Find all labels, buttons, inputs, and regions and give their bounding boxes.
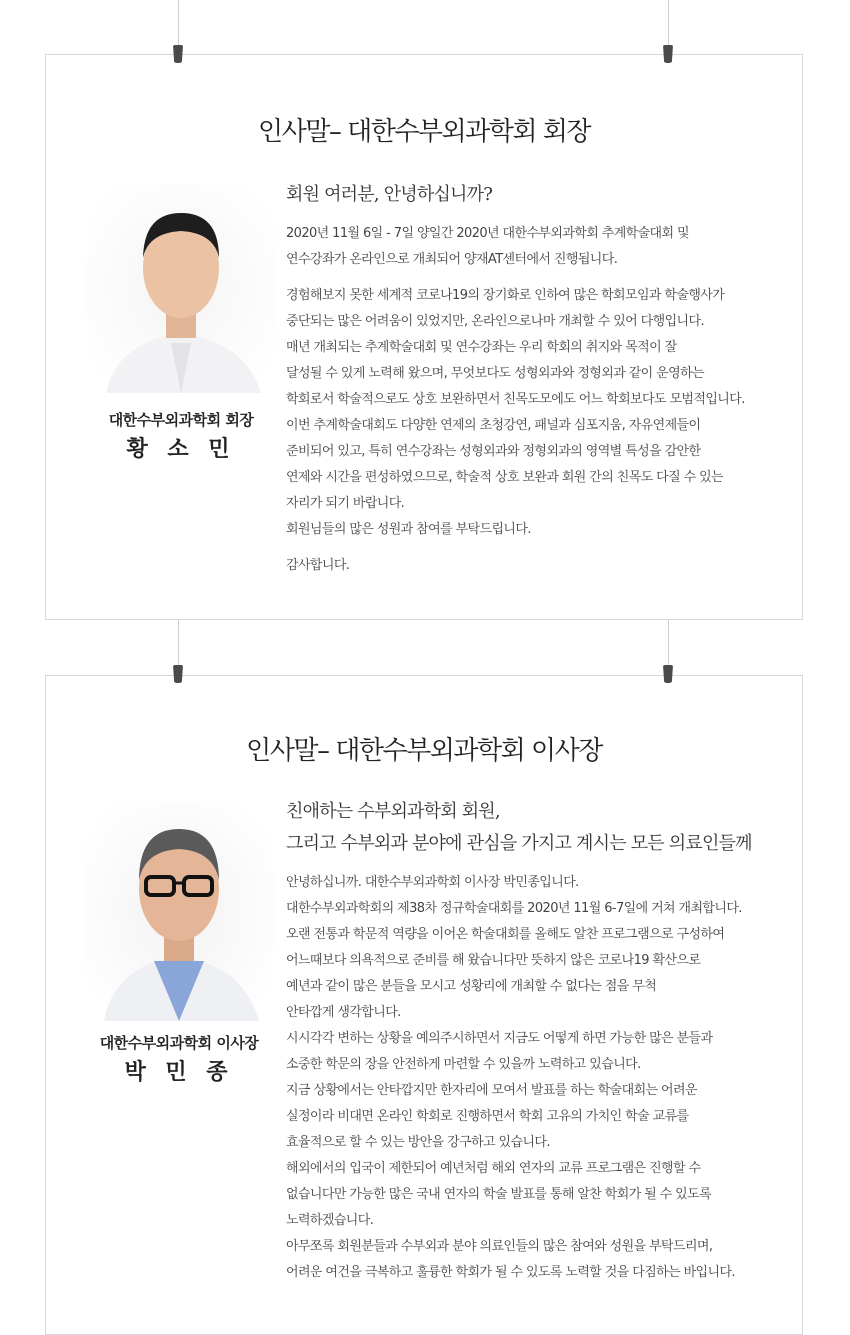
pin-icon — [173, 45, 183, 63]
text-line: 지금 상황에서는 안타깝지만 한자리에 모여서 발표를 하는 학술대회는 어려운 — [286, 1083, 697, 1098]
pin-icon — [663, 45, 673, 63]
hanging-wire — [668, 619, 669, 669]
text-line: 효율적으로 할 수 있는 방안을 강구하고 있습니다. — [286, 1135, 550, 1150]
text-line: 예년과 같이 많은 분들을 모시고 성황리에 개최할 수 없다는 점을 무척 — [286, 979, 657, 994]
chairman-portrait — [84, 801, 274, 1021]
paragraph — [286, 283, 806, 543]
pin-icon — [663, 665, 673, 683]
paragraph — [286, 553, 806, 579]
text-line: 오랜 전통과 학문적 역량을 이어온 학술대회를 올해도 알찬 프로그램으로 구성하여 — [286, 927, 725, 942]
section-title: 인사말– 대한수부외과학회 회장 — [257, 117, 591, 147]
text-line: 안녕하십니까. 대한수부외과학회 이사장 박민종입니다. — [286, 875, 579, 890]
pin-icon — [173, 665, 183, 683]
text-line: 대한수부외과학회의 제38차 정규학술대회를 2020년 11월 6-7일에 거쳐 개최합니다. — [286, 901, 742, 916]
text-line: 어느때보다 의욕적으로 준비를 해 왔습니다만 뜻하지 않은 코로나19 확산으로 — [286, 953, 701, 968]
president-message — [286, 179, 806, 579]
text-line: 경험해보지 못한 세계적 코로나19의 장기화로 인하여 많은 학회모임과 학술행사가 — [286, 288, 725, 303]
text-line: 이번 추계학술대회도 다양한 연제의 초청강연, 패널과 심포지움, 자유연제들이 — [286, 418, 701, 433]
text-line: 해외에서의 입국이 제한되어 예년처럼 해외 연자의 교류 프로그램은 진행할 수 — [286, 1161, 701, 1176]
section-title: 인사말– 대한수부외과학회 이사장 — [246, 736, 602, 766]
paragraph — [286, 221, 806, 273]
text-line: 중단되는 많은 어려움이 있었지만, 온라인으로나마 개최할 수 있어 다행입니다. — [286, 314, 704, 329]
text-line: 노력하겠습니다. — [286, 1213, 374, 1228]
chairman-greeting-card — [45, 675, 803, 1335]
president-portrait — [86, 183, 276, 393]
text-line: 아무쪼록 회원분들과 수부외과 분야 의료인들의 많은 참여와 성원을 부탁드리며, — [286, 1239, 713, 1254]
text-line: 연제와 시간을 편성하였으므로, 학술적 상호 보완과 회원 간의 친목도 다질 수 있는 — [286, 470, 724, 485]
text-line: 연수강좌가 온라인으로 개최되어 양재AT센터에서 진행됩니다. — [286, 252, 618, 267]
text-line: 감사합니다. — [286, 558, 350, 573]
hanging-wire — [668, 0, 669, 50]
text-line: 회원님들의 많은 성원과 참여를 부탁드립니다. — [286, 522, 531, 537]
chairman-role — [64, 1032, 294, 1086]
text-line: 안타깝게 생각합니다. — [286, 1005, 401, 1020]
text-line: 실정이라 비대면 온라인 학회로 진행하면서 학회 고유의 가치인 학술 교류를 — [286, 1109, 689, 1124]
greeting-line: 친애하는 수부외과학회 회원, — [286, 801, 500, 822]
hanging-wire — [178, 619, 179, 669]
role-label: 대한수부외과학회 이사장 — [99, 1034, 259, 1052]
text-line: 자리가 되기 바랍니다. — [286, 496, 405, 511]
text-line: 준비되어 있고, 특히 연수강좌는 성형외과와 정형외과의 영역별 특성을 감안한 — [286, 444, 701, 459]
chairman-message — [286, 796, 806, 1286]
text-line: 달성될 수 있게 노력해 왔으며, 무엇보다도 성형외과와 정형외과 같이 운영하는 — [286, 366, 704, 381]
greeting-line: 그리고 수부외과 분야에 관심을 가지고 계시는 모든 의료인들께 — [286, 833, 752, 854]
text-line: 2020년 11월 6일 - 7일 양일간 2020년 대한수부외과학회 추계학술대회 및 — [286, 226, 689, 241]
chairman-name: 박 민 종 — [124, 1059, 234, 1085]
paragraph — [286, 870, 806, 1286]
text-line: 시시각각 변하는 상황을 예의주시하면서 지금도 어떻게 하면 가능한 많은 분들과 — [286, 1031, 713, 1046]
president-name: 황 소 민 — [126, 436, 236, 462]
text-line: 어려운 여건을 극복하고 훌륭한 학회가 될 수 있도록 노력할 것을 다짐하는 바입니다. — [286, 1265, 735, 1280]
text-line: 없습니다만 가능한 많은 국내 연자의 학술 발표를 통해 알찬 학회가 될 수 있도록 — [286, 1187, 712, 1202]
president-greeting-card — [45, 54, 803, 620]
text-line: 매년 개최되는 추계학술대회 및 연수강좌는 우리 학회의 취지와 목적이 잘 — [286, 340, 677, 355]
text-line: 학회로서 학술적으로도 상호 보완하면서 친목도모에도 어느 학회보다도 모범적입니다. — [286, 392, 745, 407]
text-line: 소중한 학문의 장을 안전하게 마련할 수 있을까 노력하고 있습니다. — [286, 1057, 641, 1072]
hanging-wire — [178, 0, 179, 50]
role-label: 대한수부외과학회 회장 — [108, 411, 254, 429]
greeting-line: 회원 여러분, 안녕하십니까? — [286, 184, 493, 205]
president-role — [76, 409, 286, 463]
